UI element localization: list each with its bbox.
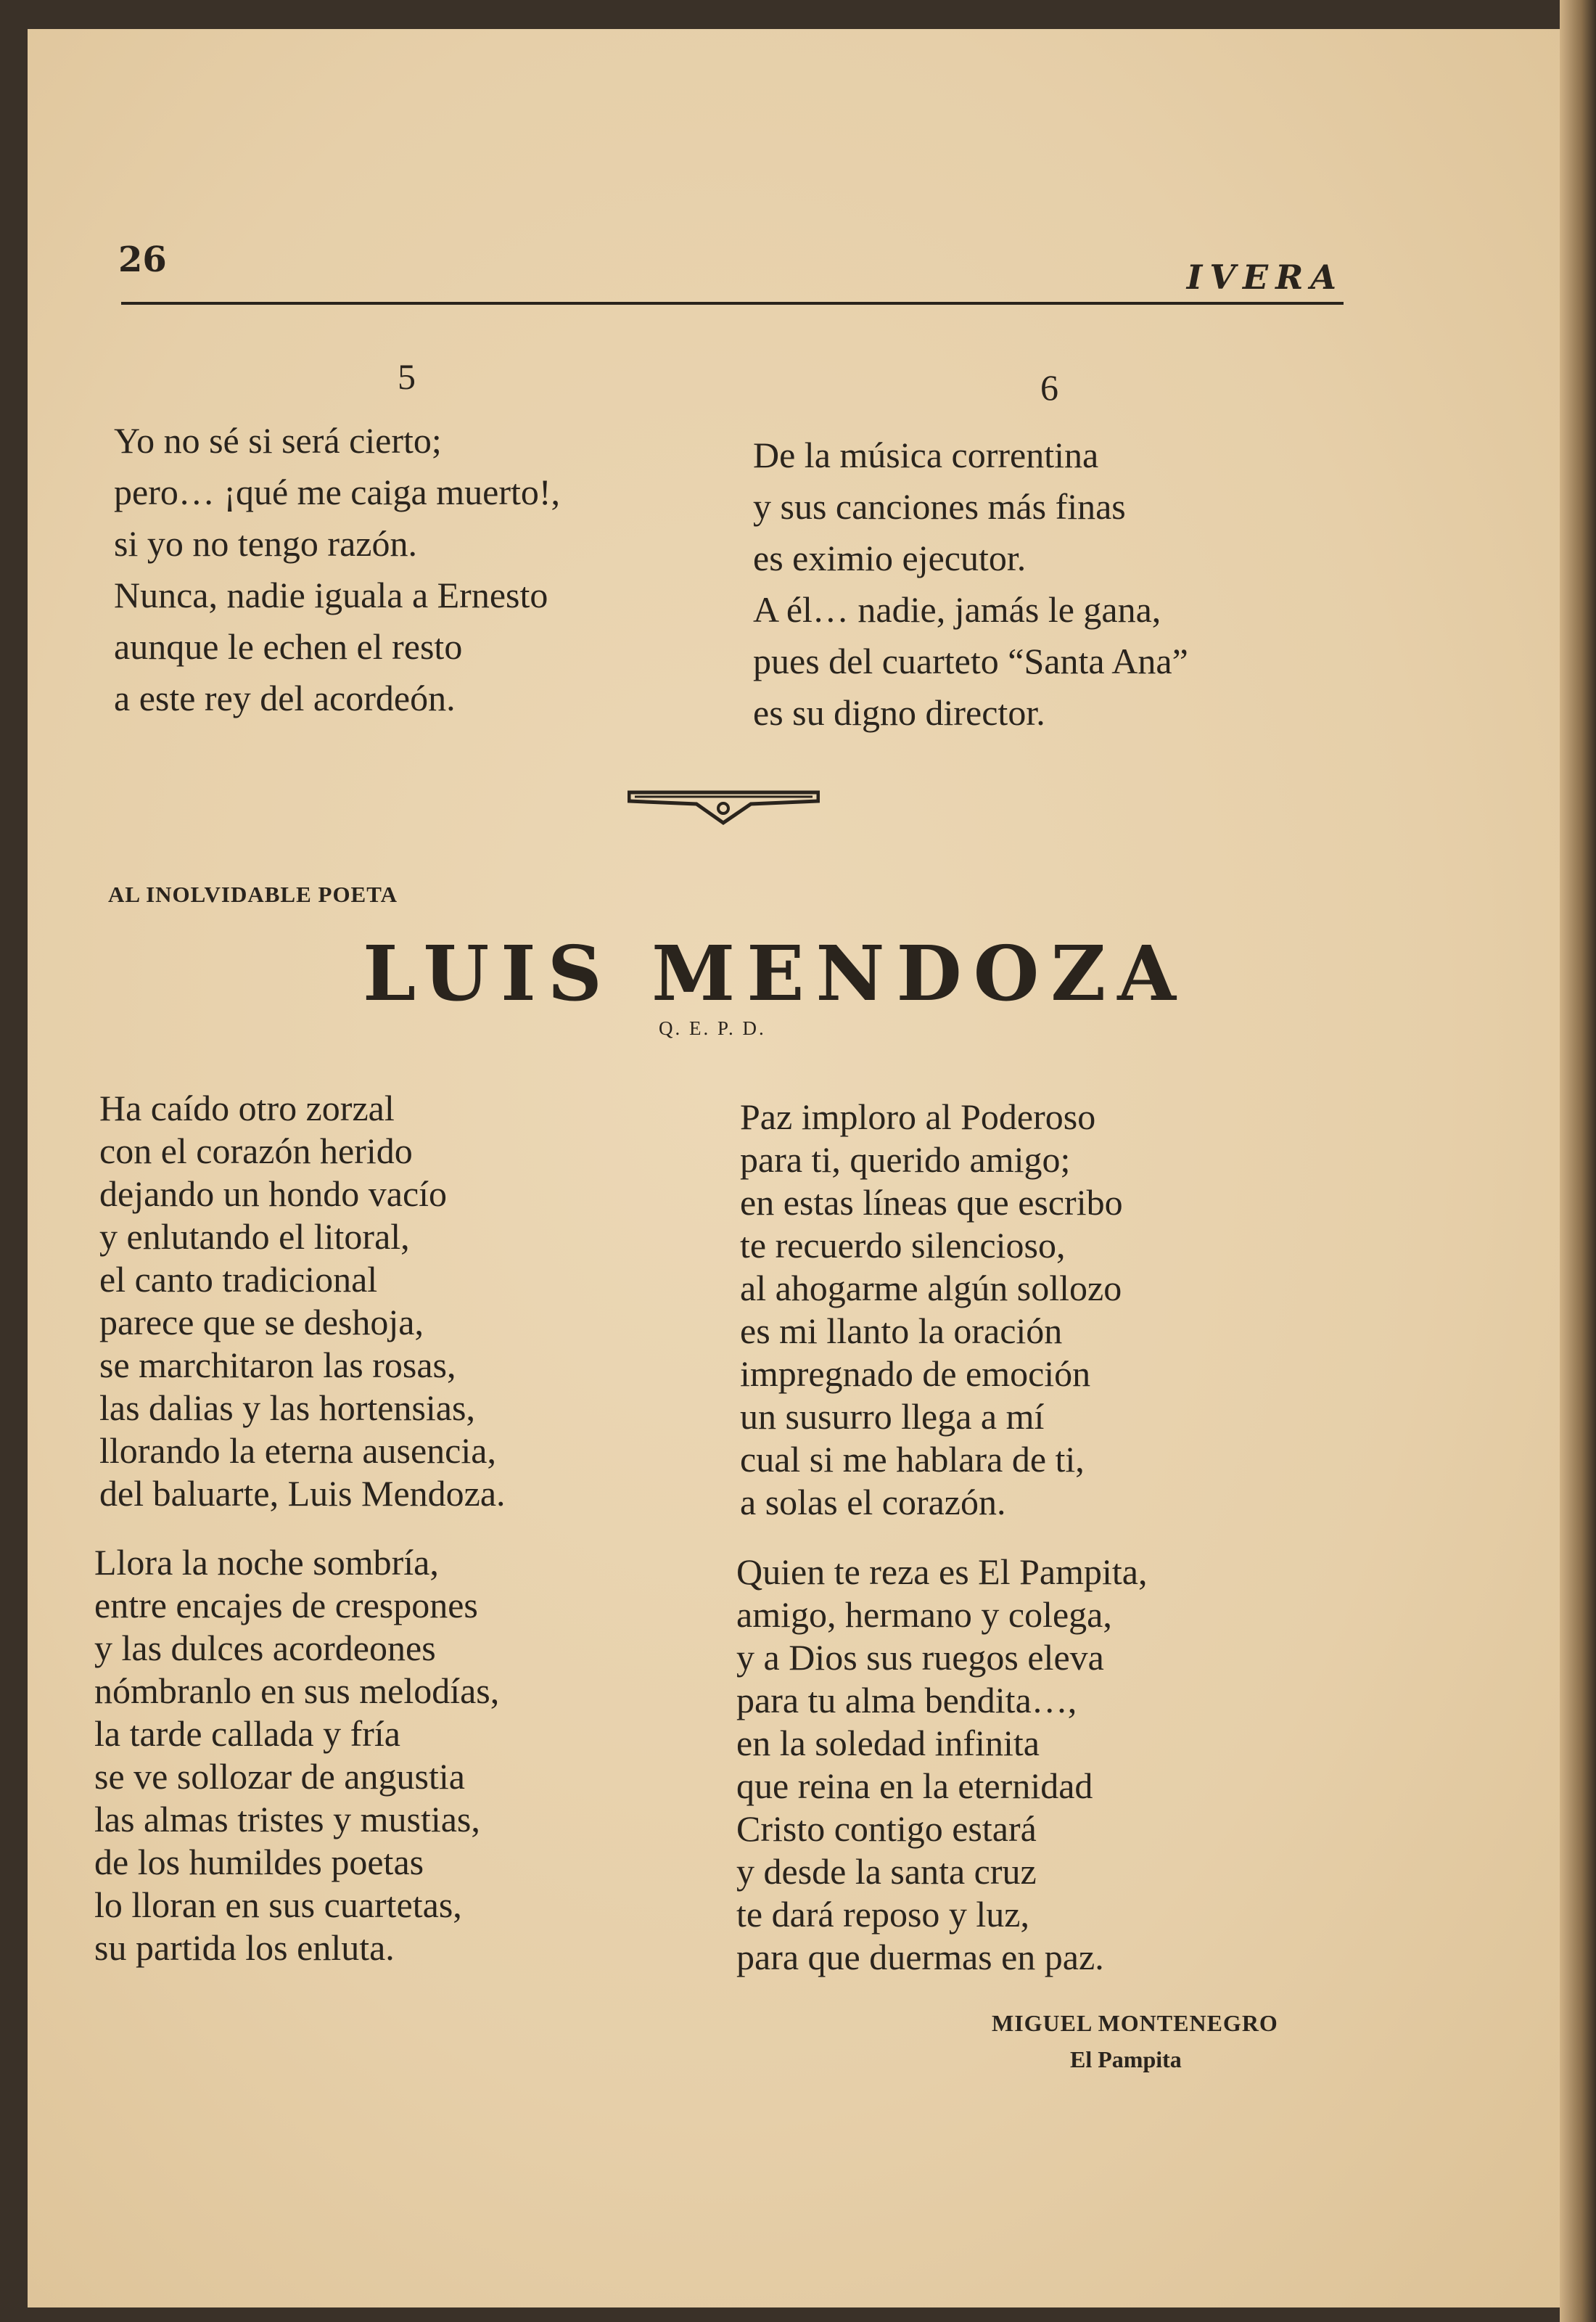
poem-right-stanza <box>740 1096 1123 1524</box>
verse-line: Ha caído otro zorzal <box>99 1088 395 1128</box>
verse-line: impregnado de emoción <box>740 1353 1091 1394</box>
verse-line: Yo no sé si será cierto; <box>114 420 442 461</box>
verse-line: a este rey del acordeón. <box>114 678 456 718</box>
verse-line: del baluarte, Luis Mendoza. <box>99 1473 506 1514</box>
book-spine <box>1560 0 1596 2322</box>
verse-line: llorando la eterna ausencia, <box>99 1430 496 1471</box>
verse-line: es mi llanto la oración <box>740 1310 1063 1351</box>
verse-line: te dará reposo y luz, <box>736 1894 1030 1935</box>
poem-title: LUIS MENDOZA <box>363 929 1188 1018</box>
verse-line: las dalias y las hortensias, <box>99 1387 475 1428</box>
subtitle: Q. E. P. D. <box>659 1017 766 1039</box>
verse-line: su partida los enluta. <box>94 1927 395 1968</box>
verse-line: las almas tristes y mustias, <box>94 1799 480 1839</box>
verse-line: amigo, hermano y colega, <box>736 1594 1112 1635</box>
verse-line: nómbranlo en sus melodías, <box>94 1670 500 1711</box>
verse-line: Llora la noche sombría, <box>94 1542 439 1583</box>
verse-line: el canto tradicional <box>99 1259 378 1300</box>
verse-line: pero… ¡qué me caiga muerto!, <box>114 472 561 512</box>
signature-name: MIGUEL MONTENEGRO <box>992 2010 1278 2036</box>
verse-line: Nunca, nadie iguala a Ernesto <box>114 575 548 615</box>
page-number: 26 <box>118 239 167 280</box>
verse-line: De la música correntina <box>753 435 1099 475</box>
verse-line: entre encajes de crespones <box>94 1585 478 1625</box>
verse-line: y enlutando el litoral, <box>99 1216 410 1257</box>
verse-line: que reina en la eternidad <box>736 1765 1093 1806</box>
verse-line: se marchitaron las rosas, <box>99 1345 456 1385</box>
verse-line: dejando un hondo vacío <box>99 1173 448 1214</box>
verse-line: a solas el corazón. <box>740 1482 1006 1522</box>
ornament-divider <box>628 784 820 831</box>
verse-line: es eximio ejecutor. <box>753 538 1027 578</box>
signature-alias: El Pampita <box>1070 2046 1182 2072</box>
verse-line: parece que se deshoja, <box>99 1302 424 1342</box>
verse-line: para que duermas en paz. <box>736 1937 1104 1977</box>
stanza-5 <box>114 415 560 724</box>
poem-left-stanza <box>94 1541 499 1969</box>
verse-line: la tarde callada y fría <box>94 1713 400 1754</box>
verse-line: en la soledad infinita <box>736 1723 1040 1763</box>
verse-line: para ti, querido amigo; <box>740 1139 1071 1180</box>
verse-line: para tu alma bendita…, <box>736 1680 1077 1720</box>
verse-line: al ahogarme algún sollozo <box>740 1268 1122 1308</box>
verse-line: en estas líneas que escribo <box>740 1182 1123 1223</box>
verse-line: de los humildes poetas <box>94 1842 424 1882</box>
verse-line: un susurro llega a mí <box>740 1396 1045 1437</box>
verse-line: y desde la santa cruz <box>736 1851 1037 1892</box>
verse-line: si yo no tengo razón. <box>114 523 417 564</box>
stanza-6 <box>753 430 1188 739</box>
header-rule <box>121 302 1344 305</box>
verse-line: es su digno director. <box>753 692 1045 733</box>
verse-line: pues del cuarteto “Santa Ana” <box>753 641 1188 681</box>
verse-line: y a Dios sus ruegos eleva <box>736 1637 1104 1678</box>
verse-line: Quien te reza es El Pampita, <box>736 1551 1148 1592</box>
stanza-number: 5 <box>398 356 416 397</box>
verse-line: te recuerdo silencioso, <box>740 1225 1066 1265</box>
poem-left-stanza <box>99 1087 506 1515</box>
verse-line: A él… nadie, jamás le gana, <box>753 589 1161 630</box>
verse-line: Paz imploro al Poderoso <box>740 1096 1096 1137</box>
verse-line: cual si me hablara de ti, <box>740 1439 1085 1480</box>
poem-right-stanza <box>736 1551 1147 1979</box>
stanza-number: 6 <box>1040 367 1058 408</box>
verse-line: Cristo contigo estará <box>736 1808 1037 1849</box>
verse-line: con el corazón herido <box>99 1131 413 1171</box>
verse-line: lo lloran en sus cuartetas, <box>94 1884 462 1925</box>
verse-line: y sus canciones más finas <box>753 486 1126 527</box>
verse-line: y las dulces acordeones <box>94 1628 436 1668</box>
running-title: IVERA <box>1186 258 1344 297</box>
verse-line: se ve sollozar de angustia <box>94 1756 465 1797</box>
dedication: AL INOLVIDABLE POETA <box>108 882 398 907</box>
verse-line: aunque le echen el resto <box>114 626 463 667</box>
